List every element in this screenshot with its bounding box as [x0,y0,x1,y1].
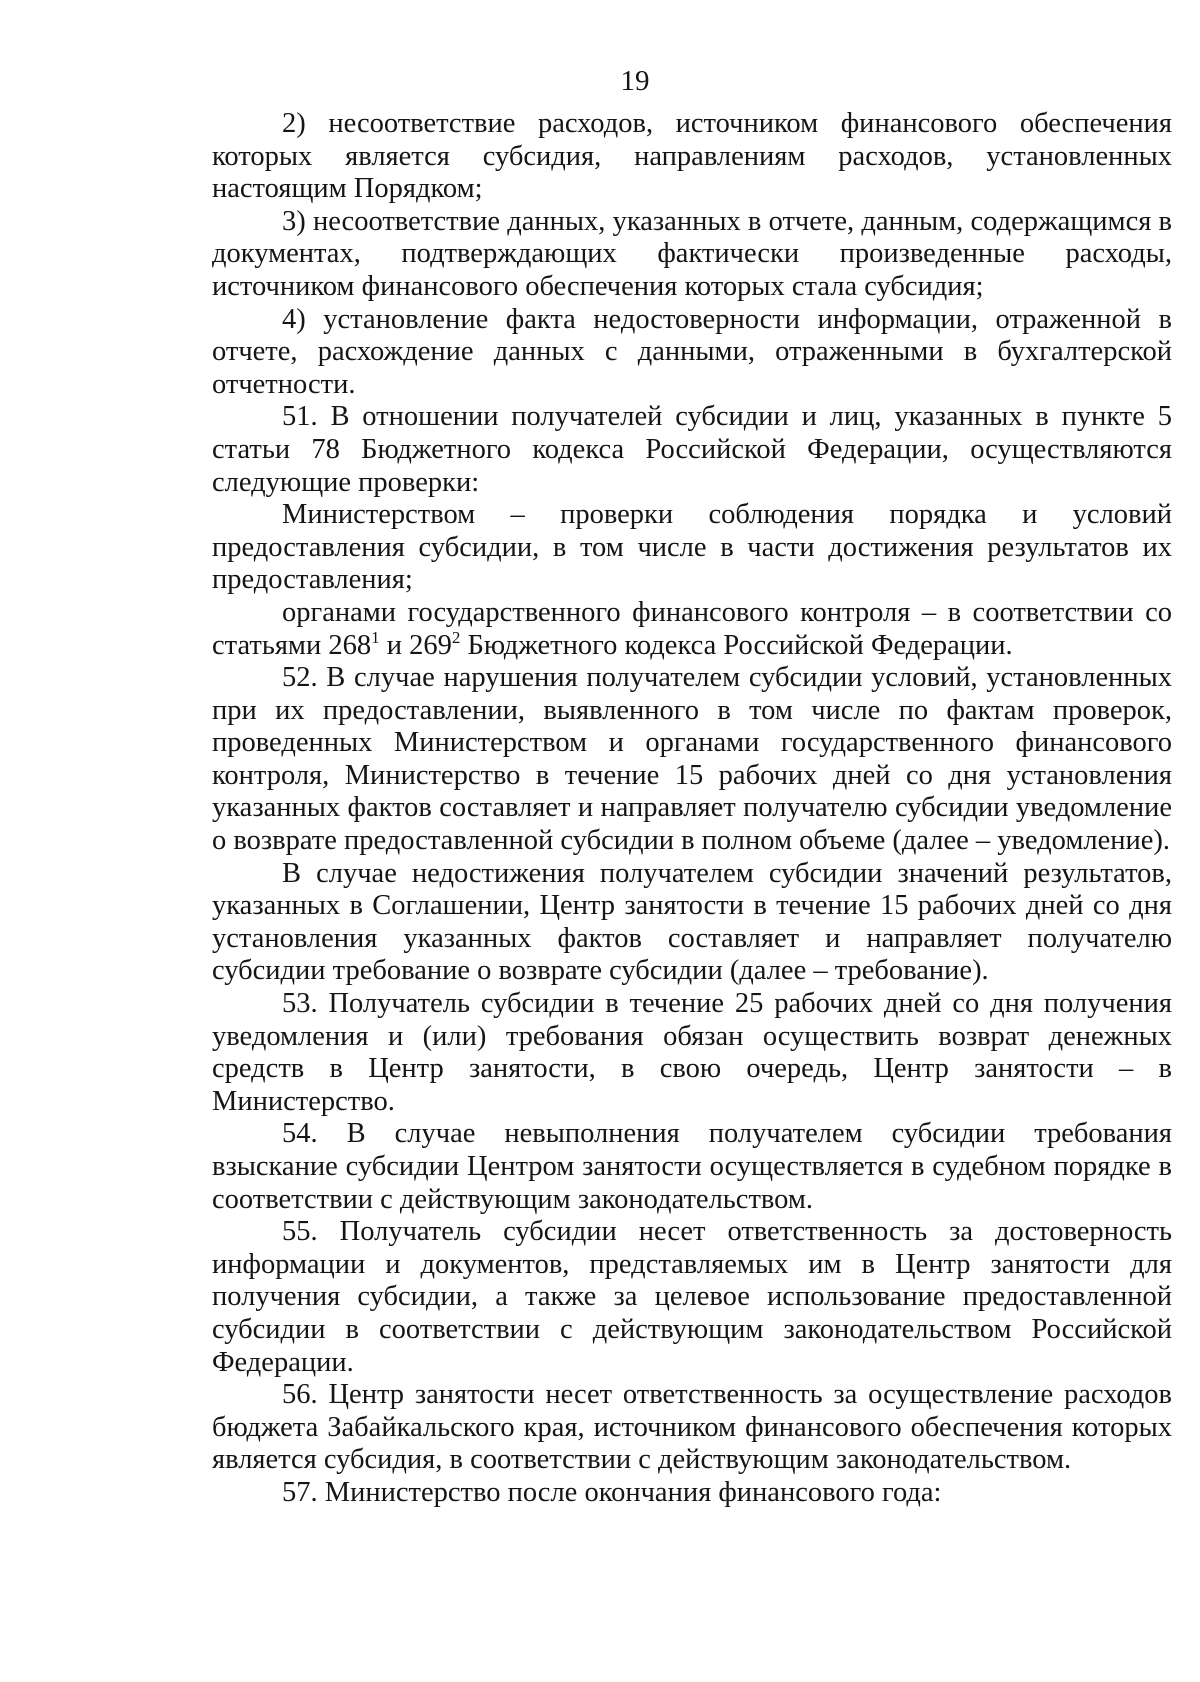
paragraph-clause-51: 51. В отношении получателей субсидии и лиц, указанных в пункте 5 статьи 78 Бюджетного кодекса Российской Федерации, осуществляются следующие проверки: [212,401,1172,498]
paragraph-clause-55: 55. Получатель субсидии несет ответственность за достоверность информации и документов, представляемых им в Центр занятости для получения субсидии, а также за целевое использование предоставленной субсидии в соответствии с действующим законодательством Российской Федерации. [212,1216,1172,1378]
footnote-superscript: 2 [451,627,461,647]
paragraph-item-3: 3) несоответствие данных, указанных в отчете, данным, содержащимся в документах, подтверждающих фактически произведенные расходы, источником финансового обеспечения которых стала субсидия; [212,205,1172,302]
page-number: 19 [620,65,650,97]
paragraph-clause-54: 54. В случае невыполнения получателем субсидии требования взыскание субсидии Центром занятости осуществляется в судебном порядке в соответствии с действующим законодательством. [212,1118,1172,1215]
paragraph-text-part: органами государственного финансового контроля – в соответствии со статьями 268 [212,596,1172,661]
paragraph-clause-56: 56. Центр занятости несет ответственность за осуществление расходов бюджета Забайкальского края, источником финансового обеспечения которых является субсидия, в соответствии с действующим законодательством. [212,1379,1172,1476]
paragraph-results-not-achieved: В случае недостижения получателем субсидии значений результатов, указанных в Соглашении, Центр занятости в течение 15 рабочих дней со дня установления указанных фактов составляет и направляет получателю субсидии требование о возврате субсидии (далее – требование). [212,857,1172,987]
paragraph-control-bodies-checks [212,597,1172,662]
paragraph-clause-52: 52. В случае нарушения получателем субсидии условий, установленных при их предоставлении, выявленного в том числе по фактам проверок, проведенных Министерством и органами государственного финансового контроля, Министерство в течение 15 рабочих дней со дня установления указанных фактов составляет и направляет получателю субсидии уведомление о возврате предоставленной субсидии в полном объеме (далее – уведомление). [212,662,1172,857]
document-body [212,108,1172,1510]
paragraph-item-4: 4) установление факта недостоверности информации, отраженной в отчете, расхождение данных с данными, отраженными в бухгалтерской отчетности. [212,303,1172,400]
paragraph-ministry-checks: Министерством – проверки соблюдения порядка и условий предоставления субсидии, в том числе в части достижения результатов их предоставления; [212,499,1172,596]
footnote-superscript: 1 [371,627,380,647]
paragraph-text-part: Бюджетного кодекса Российской Федерации. [460,629,1013,661]
paragraph-item-2: 2) несоответствие расходов, источником финансового обеспечения которых является субсидия, направлениям расходов, установленных настоящим Порядком; [212,108,1172,205]
paragraph-clause-53: 53. Получатель субсидии в течение 25 рабочих дней со дня получения уведомления и (или) требования обязан осуществить возврат денежных средств в Центр занятости, в свою очередь, Центр занятости – в Министерство. [212,988,1172,1117]
paragraph-clause-57: 57. Министерство после окончания финансового года: [282,1476,942,1508]
paragraph-text-part: и 269 [379,629,452,661]
